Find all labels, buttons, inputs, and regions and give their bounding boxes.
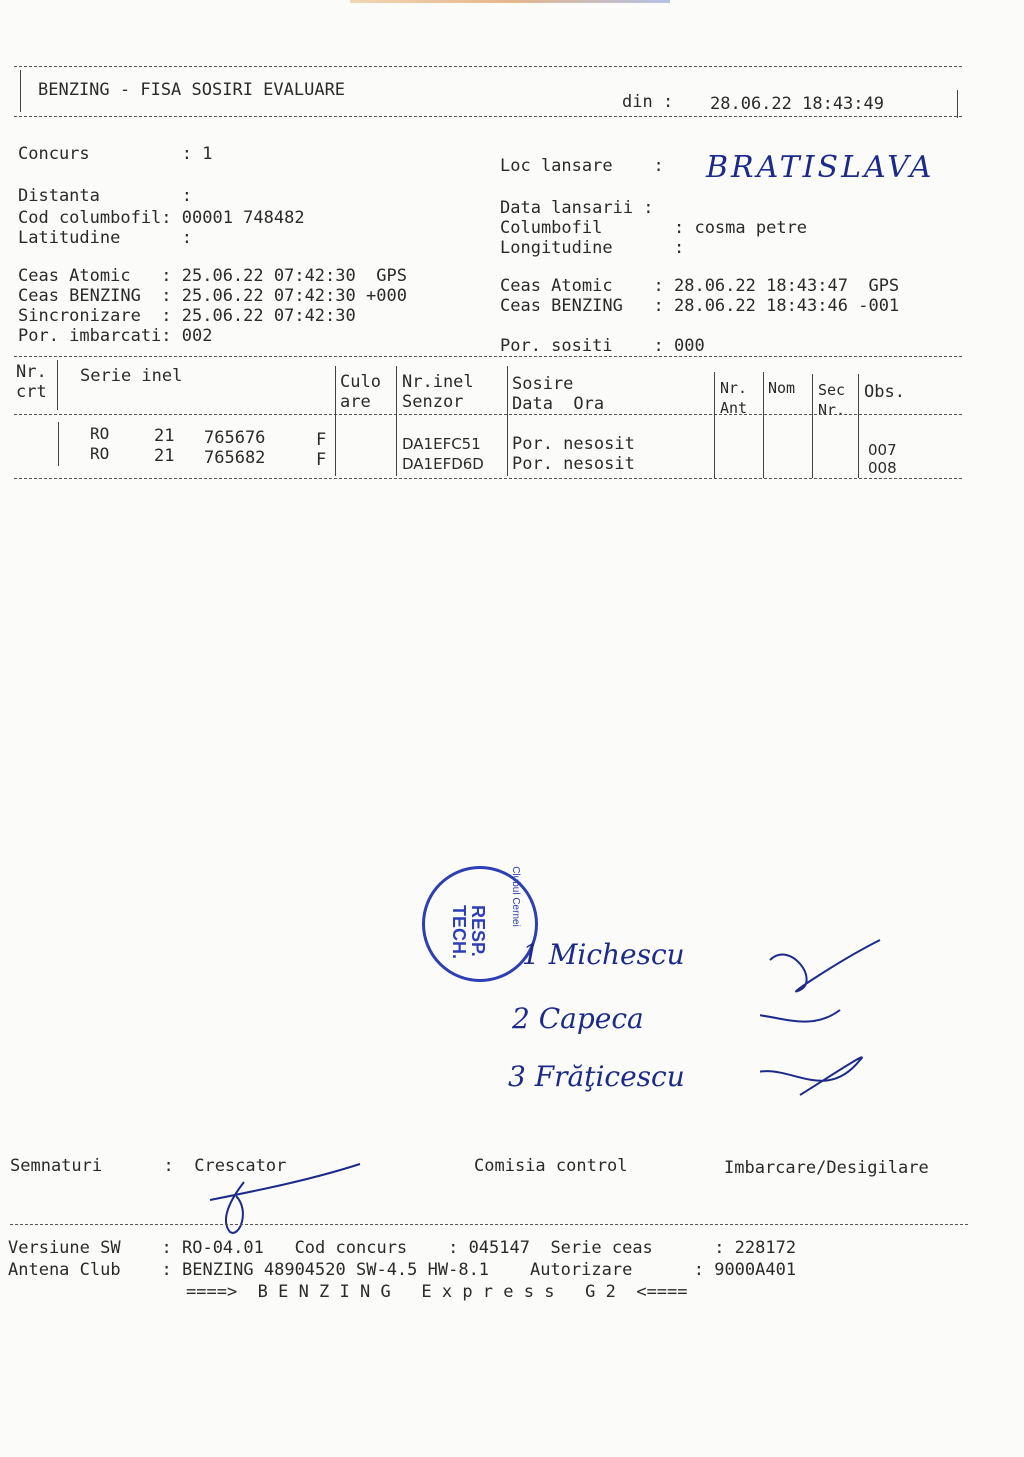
row-ring: 765676 (204, 428, 266, 448)
ceas-atomic-left: Ceas Atomic : 25.06.22 07:42:30 GPS (18, 266, 407, 286)
table-top-rule (14, 356, 962, 357)
col-header-nom: Nom (768, 379, 796, 397)
row-obs: 007 (868, 441, 897, 459)
din-label: din : (622, 92, 674, 112)
distanta-field: Distanta : (18, 186, 192, 206)
table-divider (57, 360, 58, 410)
ceas-atomic-right: Ceas Atomic : 28.06.22 18:43:47 GPS (500, 276, 900, 296)
header-bottom-rule (14, 116, 962, 117)
col-header-nr-inel-senzor: Nr.inel Senzor (402, 372, 474, 412)
table-divider (812, 374, 813, 478)
page-title: BENZING - FISA SOSIRI EVALUARE (38, 80, 346, 100)
footer-line-3: ====> B E N Z I N G E x p r e s s G 2 <==== (186, 1282, 688, 1302)
row-sensor: DA1EFD6D (402, 455, 484, 473)
handwritten-name-1: 1 Michescu (522, 938, 685, 971)
commission-signatures (760, 930, 900, 1120)
imbarcare-label: Imbarcare/Desigilare (724, 1158, 929, 1178)
por-imbarcati-field: Por. imbarcati: 002 (18, 326, 213, 346)
row-status: Por. nesosit (512, 454, 635, 474)
row-country: RO (90, 444, 110, 463)
handwritten-name-3: 3 Frăţicescu (508, 1060, 685, 1093)
col-header-obs: Obs. (864, 382, 905, 402)
row-sensor: DA1EFC51 (402, 435, 481, 453)
din-value: 28.06.22 18:43:49 (710, 94, 884, 114)
table-divider (58, 422, 59, 466)
semnaturi-label: Semnaturi : Crescator (10, 1156, 287, 1176)
table-divider (858, 374, 859, 478)
footer-line-1: Versiune SW : RO-04.01 Cod concurs : 045147 Serie ceas : 228172 (8, 1238, 797, 1258)
row-sex: F (316, 450, 327, 470)
header-left-border (20, 70, 21, 112)
row-sex: F (316, 430, 327, 450)
col-header-sec-nr: Sec Nr. (818, 381, 846, 419)
col-header-culoare: Culo are (340, 372, 381, 412)
longitudine-field: Longitudine : (500, 238, 685, 258)
col-header-nr-ant: Nr. Ant (720, 379, 748, 417)
row-obs: 008 (868, 459, 897, 477)
table-divider (335, 366, 336, 476)
loc-lansare-handwritten: BRATISLAVA (706, 150, 935, 185)
col-header-serie-inel: Serie inel (80, 366, 183, 386)
table-divider (763, 372, 764, 478)
columbofil-field: Columbofil : cosma petre (500, 218, 808, 238)
col-header-sosire: Sosire Data Ora (512, 374, 605, 414)
latitudine-field: Latitudine : (18, 228, 192, 248)
stamp-resp-tech: RESP. TECH. (449, 905, 488, 959)
handwritten-name-2: 2 Capeca (512, 1002, 644, 1035)
table-divider (396, 366, 397, 476)
header-top-rule (14, 66, 962, 67)
comisia-control-label: Comisia control (474, 1156, 628, 1176)
ceas-benzing-left: Ceas BENZING : 25.06.22 07:42:30 +000 (18, 286, 407, 306)
table-divider (714, 372, 715, 478)
header-right-border (957, 90, 958, 118)
por-sositi-field: Por. sositi : 000 (500, 336, 705, 356)
table-header-rule (14, 414, 962, 415)
row-status: Por. nesosit (512, 434, 635, 454)
row-country: RO (90, 424, 110, 443)
scan-edge-mark (350, 0, 670, 3)
footer-top-rule (10, 1224, 968, 1225)
row-year: 21 (154, 426, 175, 446)
ceas-benzing-right: Ceas BENZING : 28.06.22 18:43:46 -001 (500, 296, 900, 316)
data-lansarii-field: Data lansarii : (500, 198, 654, 218)
table-bottom-rule (14, 478, 962, 479)
club-stamp (422, 866, 538, 982)
stamp-club-name: Clubul Cernei (509, 866, 521, 927)
row-year: 21 (154, 446, 175, 466)
row-ring: 765682 (204, 448, 266, 468)
cod-columbofil-field: Cod columbofil: 00001 748482 (18, 208, 305, 228)
footer-line-2: Antena Club : BENZING 48904520 SW-4.5 HW-8.1 Autorizare : 9000A401 (8, 1260, 797, 1280)
table-divider (507, 366, 508, 476)
sincronizare-field: Sincronizare : 25.06.22 07:42:30 (18, 306, 356, 326)
col-header-nr-crt: Nr. crt (16, 362, 47, 402)
loc-lansare-label: Loc lansare : (500, 156, 664, 176)
concurs-field: Concurs : 1 (18, 144, 213, 164)
crescator-signature (200, 1160, 370, 1240)
